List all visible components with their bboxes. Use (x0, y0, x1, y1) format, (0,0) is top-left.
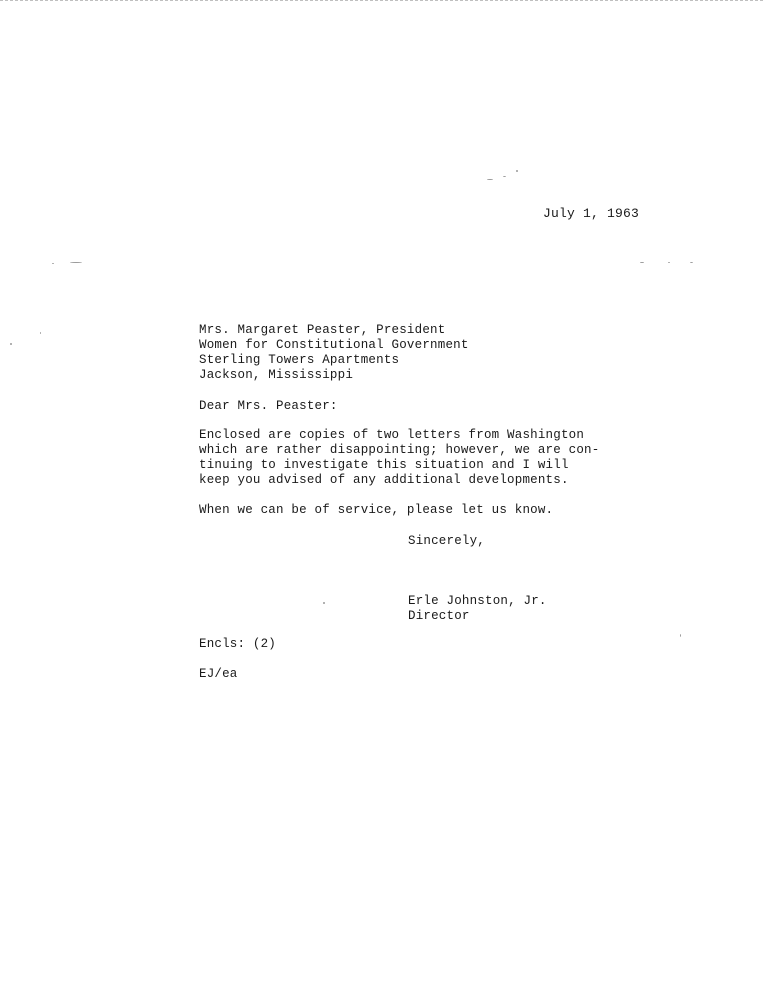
closing-sentence: When we can be of service, please let us know. (199, 503, 554, 517)
recipient-street: Sterling Towers Apartments (199, 353, 400, 367)
recipient-address (199, 323, 469, 383)
signer-title: Director (408, 609, 470, 623)
page-speck (40, 332, 41, 334)
page-speck (487, 179, 493, 180)
letter-date: July 1, 1963 (543, 206, 640, 221)
reference-initials: EJ/ea (199, 667, 238, 681)
page-speck (690, 262, 693, 263)
page-speck (640, 262, 644, 263)
page-speck (516, 170, 518, 172)
signer-name: Erle Johnston, Jr. (408, 594, 547, 608)
page-speck (10, 343, 12, 345)
recipient-name-line: Mrs. Margaret Peaster, President (199, 323, 446, 337)
recipient-city: Jackson, Mississippi (199, 368, 354, 382)
body-line: Enclosed are copies of two letters from Washington (199, 428, 585, 442)
page-speck (680, 634, 681, 637)
page-speck (323, 602, 325, 604)
body-line: tinuing to investigate this situation and I will (199, 458, 569, 472)
signature-block (408, 594, 547, 624)
body-line: keep you advised of any additional developments. (199, 473, 569, 487)
enclosures-note: Encls: (2) (199, 637, 277, 651)
salutation: Dear Mrs. Peaster: (199, 399, 338, 413)
page-speck (52, 263, 54, 264)
complimentary-close: Sincerely, (408, 534, 486, 548)
letter-body (199, 428, 599, 488)
body-line: which are rather disappointing; however, we are con- (199, 443, 600, 457)
page-top-border (0, 0, 763, 1)
page-speck (70, 262, 82, 263)
page-speck (503, 176, 506, 177)
page-speck (668, 262, 670, 263)
recipient-organization: Women for Constitutional Government (199, 338, 469, 352)
